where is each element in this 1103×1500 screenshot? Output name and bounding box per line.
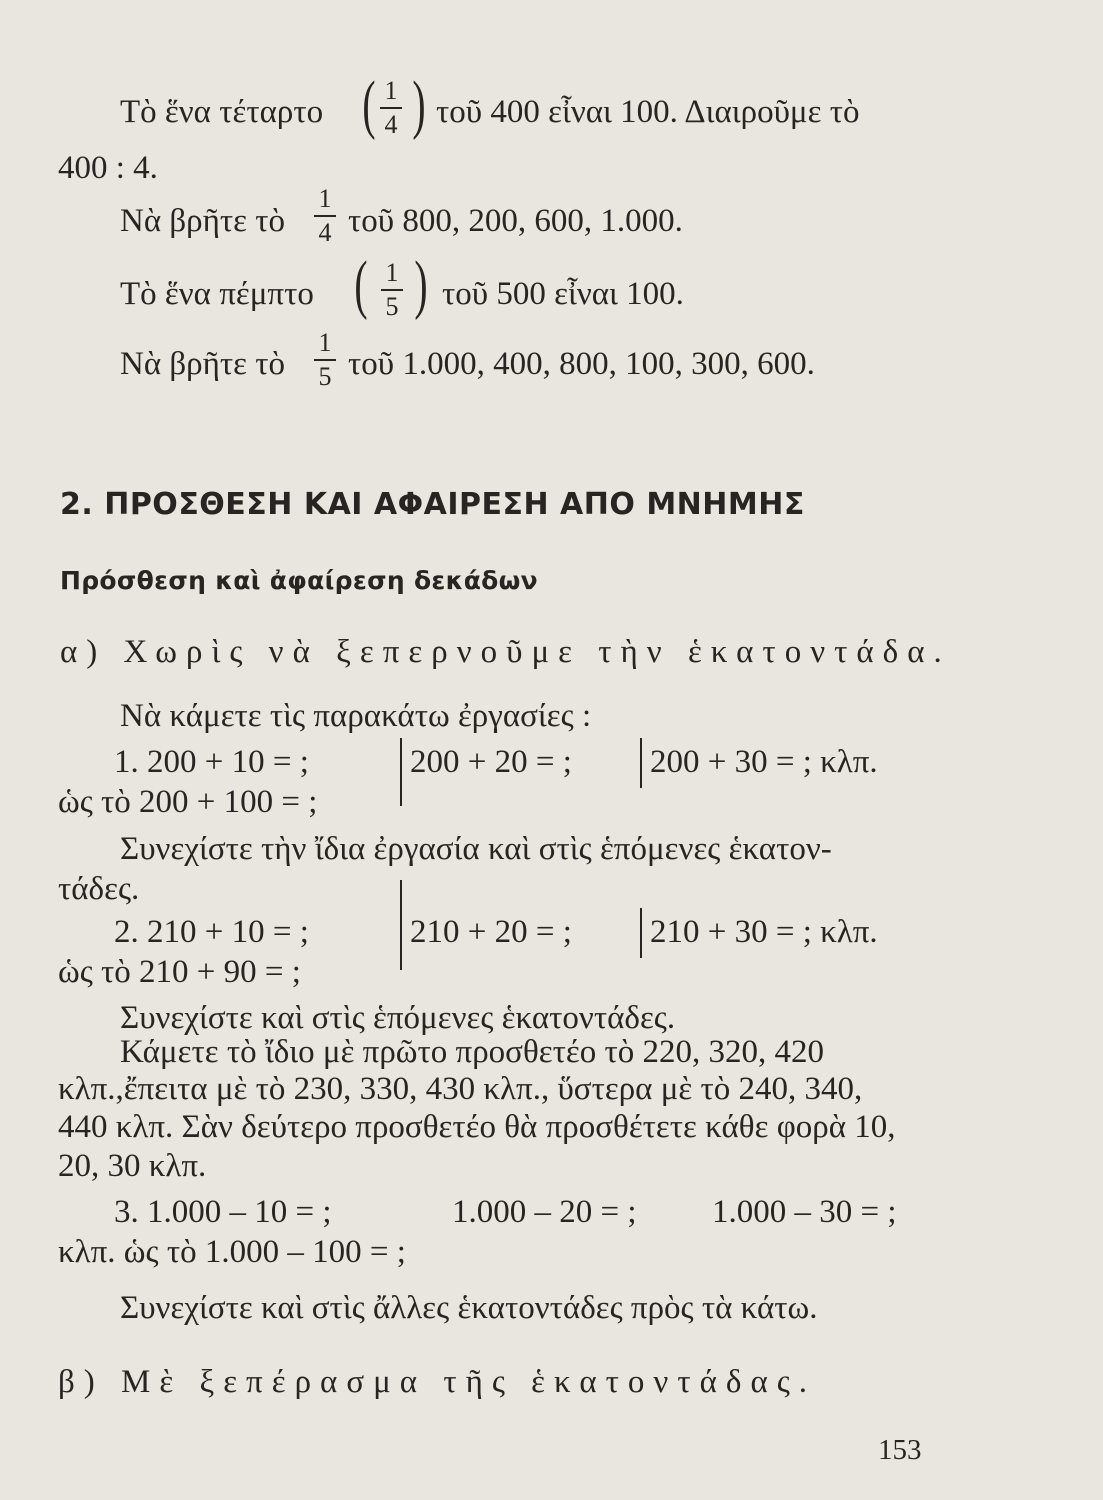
page-number: 153 bbox=[878, 1434, 922, 1466]
fraction-one-fifth bbox=[381, 260, 403, 320]
text-line: Νὰ βρῆτε τὸ bbox=[120, 346, 286, 382]
part-b-title: β) Μὲ ξεπέρασμα τῆς ἑκατοντάδας. bbox=[58, 1364, 817, 1400]
column-divider bbox=[400, 880, 402, 970]
exercise-3-col2: 1.000 – 20 = ; bbox=[452, 1194, 637, 1230]
text-line: τοῦ 400 εἶναι 100. Διαιροῦμε τὸ bbox=[436, 94, 860, 130]
fraction-denominator: 5 bbox=[385, 291, 399, 321]
left-parenthesis: ( bbox=[354, 248, 368, 321]
text-line: τοῦ 800, 200, 600, 1.000. bbox=[348, 203, 683, 239]
right-parenthesis: ) bbox=[412, 68, 426, 141]
column-divider bbox=[640, 738, 642, 788]
fraction-bar bbox=[380, 107, 402, 109]
left-parenthesis: ( bbox=[362, 68, 376, 141]
exercise-1-col3: 200 + 30 = ; κλπ. bbox=[650, 744, 878, 780]
exercise-1-col2: 200 + 20 = ; bbox=[410, 744, 572, 780]
fraction-denominator: 4 bbox=[384, 109, 398, 139]
fraction-numerator: 1 bbox=[385, 258, 399, 287]
exercise-2-row2: ὡς τὸ 210 + 90 = ; bbox=[58, 954, 301, 990]
text-line: τοῦ 1.000, 400, 800, 100, 300, 600. bbox=[348, 346, 815, 382]
text-line: Συνεχίστε καὶ στὶς ἑπόμενες ἑκατοντάδες. bbox=[120, 1000, 676, 1036]
exercise-1-col1: 1. 200 + 10 = ; bbox=[114, 744, 309, 780]
fraction-bar bbox=[314, 359, 336, 361]
part-a-title: α) Χωρὶς νὰ ξεπερνοῦμε τὴν ἑκατοντάδα. bbox=[60, 634, 951, 670]
instruction-text: Νὰ κάμετε τὶς παρακάτω ἐργασίες : bbox=[120, 698, 592, 734]
text-line: Κάμετε τὸ ἴδιο μὲ πρῶτο προσθετέο τὸ 220, 320, 420 bbox=[120, 1034, 825, 1070]
exercise-2-col3: 210 + 30 = ; κλπ. bbox=[650, 914, 878, 950]
fraction-one-quarter bbox=[380, 78, 402, 138]
exercise-1-row2: ὡς τὸ 200 + 100 = ; bbox=[58, 784, 318, 820]
column-divider bbox=[400, 738, 402, 806]
text-line: τοῦ 500 εἶναι 100. bbox=[442, 276, 684, 312]
text-line: Τὸ ἕνα τέταρτο bbox=[120, 94, 324, 130]
text-line: 400 : 4. bbox=[58, 150, 158, 186]
fraction-numerator: 1 bbox=[384, 76, 398, 105]
section-subheading: Πρόσθεση καὶ ἀφαίρεση δεκάδων bbox=[60, 566, 538, 595]
fraction-bar bbox=[381, 289, 403, 291]
column-divider bbox=[640, 908, 642, 958]
fraction-numerator: 1 bbox=[318, 184, 332, 213]
text-line: 440 κλπ. Σὰν δεύτερο προσθετέο θὰ προσθέτετε κάθε φορὰ 10, bbox=[58, 1109, 896, 1145]
right-parenthesis: ) bbox=[414, 248, 428, 321]
exercise-2-col1: 2. 210 + 10 = ; bbox=[114, 914, 309, 950]
text-line: 20, 30 κλπ. bbox=[58, 1148, 207, 1184]
fraction-denominator: 5 bbox=[318, 361, 332, 391]
exercise-2-col2: 210 + 20 = ; bbox=[410, 914, 572, 950]
text-line: Τὸ ἕνα πέμπτο bbox=[120, 276, 314, 312]
text-line: κλπ.,ἔπειτα μὲ τὸ 230, 330, 430 κλπ., ὕστερα μὲ τὸ 240, 340, bbox=[58, 1071, 863, 1107]
fraction-denominator: 4 bbox=[318, 217, 332, 247]
section-heading: 2. ΠΡΟΣΘΕΣΗ ΚΑΙ ΑΦΑΙΡΕΣΗ ΑΠΟ ΜΝΗΜΗΣ bbox=[60, 487, 805, 522]
text-line: Συνεχίστε τὴν ἴδια ἐργασία καὶ στὶς ἑπόμενες ἑκατον- bbox=[120, 831, 832, 867]
text-line: Νὰ βρῆτε τὸ bbox=[120, 203, 286, 239]
fraction-one-quarter bbox=[314, 186, 336, 246]
exercise-3-col1: 3. 1.000 – 10 = ; bbox=[114, 1194, 332, 1230]
fraction-one-fifth bbox=[314, 330, 336, 390]
fraction-numerator: 1 bbox=[318, 328, 332, 357]
fraction-bar bbox=[314, 215, 336, 217]
exercise-3-row2: κλπ. ὡς τὸ 1.000 – 100 = ; bbox=[58, 1234, 406, 1270]
exercise-3-col3: 1.000 – 30 = ; bbox=[712, 1194, 897, 1230]
text-line: Συνεχίστε καὶ στὶς ἄλλες ἑκατοντάδες πρὸς τὰ κάτω. bbox=[120, 1290, 818, 1326]
text-line: τάδες. bbox=[58, 871, 140, 907]
